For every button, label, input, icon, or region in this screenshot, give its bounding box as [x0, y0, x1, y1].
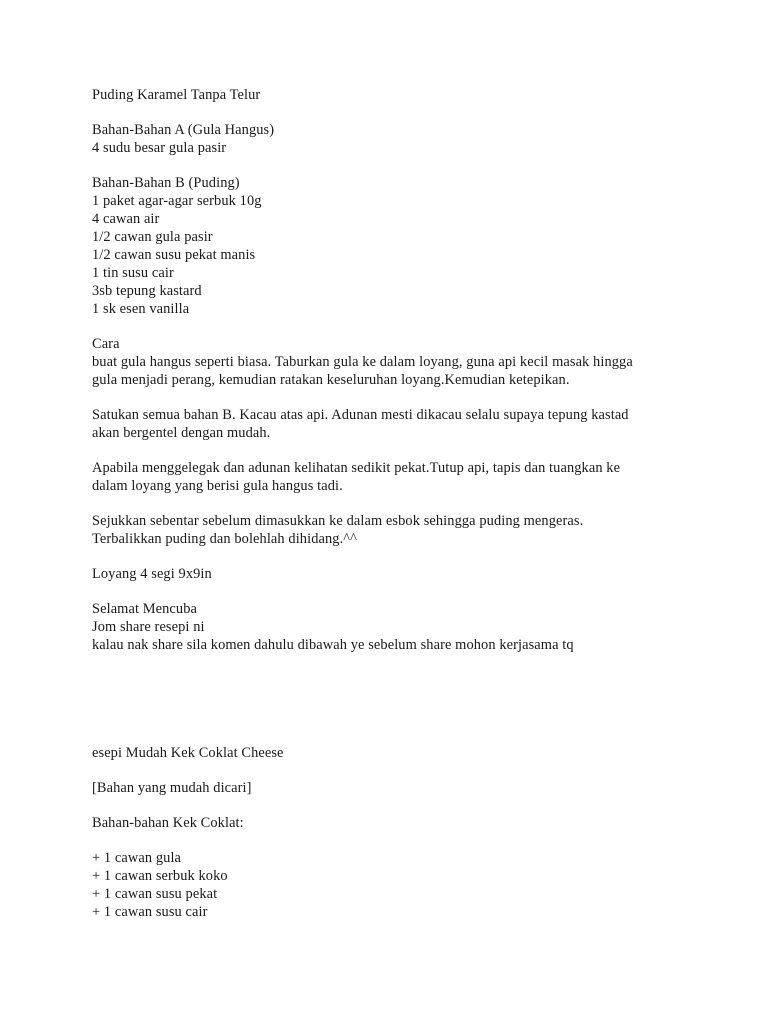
- method-paragraph-line: buat gula hangus seperti biasa. Taburkan gula ke dalam loyang, guna api kecil masak hingga: [92, 354, 633, 370]
- ingredient-line: 1/2 cawan susu pekat manis: [92, 247, 256, 263]
- method-paragraph-line: Satukan semua bahan B. Kacau atas api. Adunan mesti dikacau selalu supaya tepung kastad: [92, 407, 629, 423]
- method-heading: Cara: [92, 336, 120, 352]
- method-paragraph-line: gula menjadi perang, kemudian ratakan keseluruhan loyang.Kemudian ketepikan.: [92, 372, 570, 388]
- spacer: [92, 495, 732, 512]
- ingredient-line: 3sb tepung kastard: [92, 283, 202, 299]
- ingredients-heading: Bahan-bahan Kek Coklat:: [92, 815, 244, 831]
- ingredient-line: 4 cawan air: [92, 211, 160, 227]
- section-b-heading: Bahan-Bahan B (Puding): [92, 175, 240, 191]
- ingredient-line: 1/2 cawan gula pasir: [92, 229, 213, 245]
- spacer: [92, 389, 732, 406]
- method-paragraph-line: Terbalikkan puding dan bolehlah dihidang.^^: [92, 531, 357, 547]
- spacer: [92, 104, 732, 121]
- closing-line: Jom share resepi ni: [92, 619, 205, 635]
- spacer: [92, 157, 732, 174]
- document-page: [92, 86, 732, 921]
- spacer: [92, 654, 732, 744]
- ingredient-line: 4 sudu besar gula pasir: [92, 140, 227, 156]
- spacer: [92, 762, 732, 779]
- method-paragraph-line: Sejukkan sebentar sebelum dimasukkan ke dalam esbok sehingga puding mengeras.: [92, 513, 584, 529]
- spacer: [92, 318, 732, 335]
- spacer: [92, 583, 732, 600]
- method-paragraph-line: Apabila menggelegak dan adunan kelihatan sedikit pekat.Tutup api, tapis dan tuangkan ke: [92, 460, 621, 476]
- ingredient-line: 1 paket agar-agar serbuk 10g: [92, 193, 262, 209]
- ingredient-line: + 1 cawan serbuk koko: [92, 868, 228, 884]
- section-a-heading: Bahan-Bahan A (Gula Hangus): [92, 122, 275, 138]
- recipe-title: Puding Karamel Tanpa Telur: [92, 87, 261, 103]
- closing-line: kalau nak share sila komen dahulu dibawah ye sebelum share mohon kerjasama tq: [92, 637, 574, 653]
- method-paragraph-line: akan bergentel dengan mudah.: [92, 425, 271, 441]
- ingredient-line: + 1 cawan gula: [92, 850, 182, 866]
- ingredient-line: 1 tin susu cair: [92, 265, 174, 281]
- recipe-note: [Bahan yang mudah dicari]: [92, 780, 252, 796]
- spacer: [92, 832, 732, 849]
- spacer: [92, 442, 732, 459]
- ingredient-line: + 1 cawan susu cair: [92, 904, 208, 920]
- pan-size: Loyang 4 segi 9x9in: [92, 566, 212, 582]
- ingredient-line: + 1 cawan susu pekat: [92, 886, 218, 902]
- spacer: [92, 797, 732, 814]
- spacer: [92, 548, 732, 565]
- ingredient-line: 1 sk esen vanilla: [92, 301, 190, 317]
- method-paragraph-line: dalam loyang yang berisi gula hangus tadi.: [92, 478, 343, 494]
- closing-line: Selamat Mencuba: [92, 601, 197, 617]
- recipe-title: esepi Mudah Kek Coklat Cheese: [92, 745, 284, 761]
